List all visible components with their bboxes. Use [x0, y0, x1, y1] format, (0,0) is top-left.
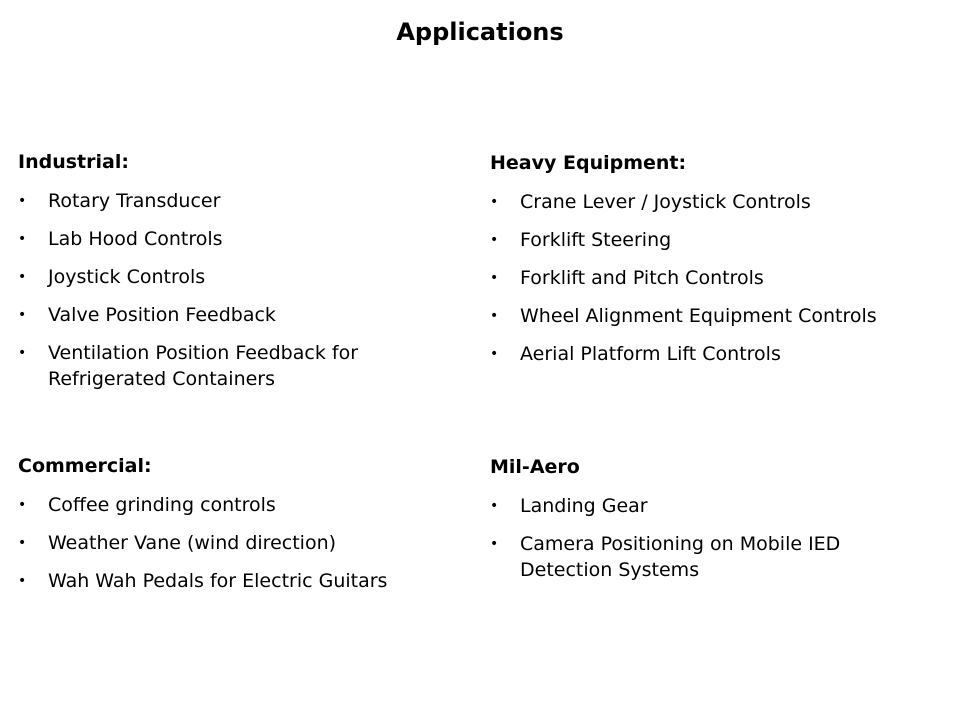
bullet-list-commercial: [18, 492, 458, 594]
section-heading-heavy-equipment: Heavy Equipment:: [490, 152, 687, 174]
slide-title: Applications: [396, 18, 564, 46]
section-heading-mil-aero: Mil-Aero: [490, 456, 580, 478]
list-item-text: Lab Hood Controls: [48, 228, 223, 250]
list-item: [490, 189, 930, 215]
bullet-icon: •: [18, 345, 27, 361]
list-item: [18, 340, 458, 392]
list-item-text: Wheel Alignment Equipment Controls: [520, 305, 877, 327]
bullet-icon: •: [490, 536, 499, 552]
section-heading-commercial: Commercial:: [18, 455, 152, 477]
list-item-text: Weather Vane (wind direction): [48, 532, 337, 554]
bullet-icon: •: [490, 194, 499, 210]
bullet-icon: •: [18, 193, 27, 209]
bullet-icon: •: [18, 231, 27, 247]
list-item: [490, 341, 930, 367]
list-item: [490, 531, 930, 583]
bullet-list-industrial: [18, 188, 458, 392]
list-item-text: Crane Lever / Joystick Controls: [520, 191, 811, 213]
bullet-icon: •: [490, 308, 499, 324]
list-item-text: Camera Positioning on Mobile IED Detection Systems: [520, 533, 841, 581]
bullet-icon: •: [18, 269, 27, 285]
list-item-text: Wah Wah Pedals for Electric Guitars: [48, 570, 388, 592]
bullet-icon: •: [18, 535, 27, 551]
list-item: [18, 530, 458, 556]
list-item-text: Rotary Transducer: [48, 190, 221, 212]
section-heavy-equipment: [490, 151, 930, 379]
list-item: [18, 264, 458, 290]
list-item-text: Valve Position Feedback: [48, 304, 276, 326]
bullet-icon: •: [490, 270, 499, 286]
list-item: [18, 568, 458, 594]
list-item: [18, 302, 458, 328]
list-item-text: Landing Gear: [520, 495, 648, 517]
section-mil-aero: [490, 455, 930, 595]
list-item: [18, 226, 458, 252]
list-item: [490, 493, 930, 519]
bullet-icon: •: [18, 497, 27, 513]
section-commercial: [18, 454, 458, 606]
bullet-icon: •: [18, 307, 27, 323]
section-heading-industrial: Industrial:: [18, 151, 129, 173]
list-item: [490, 303, 930, 329]
bullet-icon: •: [490, 346, 499, 362]
bullet-icon: •: [490, 498, 499, 514]
list-item-text: Forklift and Pitch Controls: [520, 267, 764, 289]
section-industrial: [18, 150, 458, 404]
list-item: [490, 265, 930, 291]
list-item-text: Aerial Platform Lift Controls: [520, 343, 781, 365]
list-item: [490, 227, 930, 253]
bullet-list-heavy-equipment: [490, 189, 930, 367]
list-item-text: Forklift Steering: [520, 229, 672, 251]
bullet-list-mil-aero: [490, 493, 930, 583]
bullet-icon: •: [18, 573, 27, 589]
list-item-text: Joystick Controls: [48, 266, 206, 288]
list-item: [18, 188, 458, 214]
bullet-icon: •: [490, 232, 499, 248]
list-item-text: Ventilation Position Feedback for Refrigerated Containers: [48, 342, 359, 390]
list-item: [18, 492, 458, 518]
list-item-text: Coffee grinding controls: [48, 494, 276, 516]
